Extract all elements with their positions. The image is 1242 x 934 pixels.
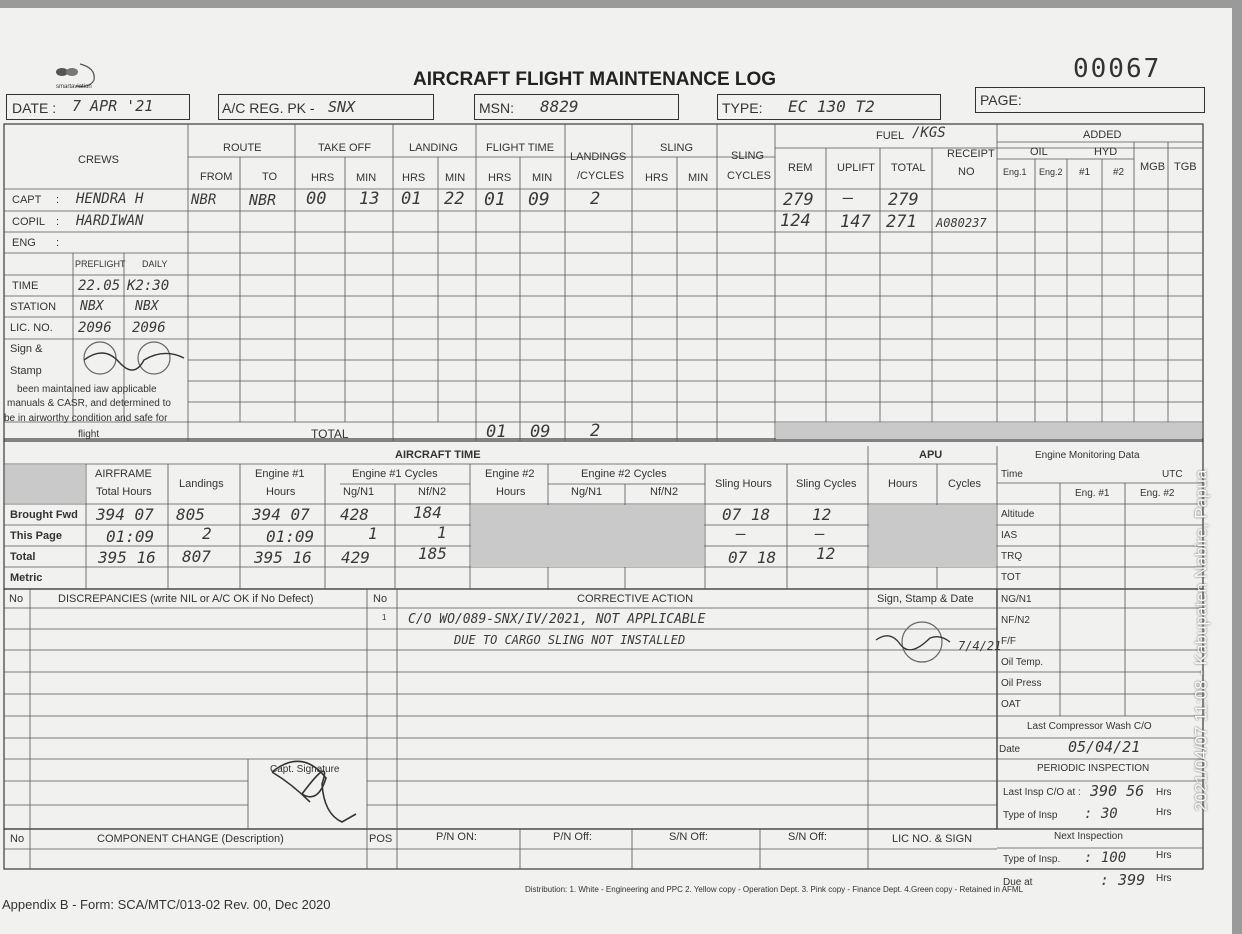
landing-hrs-header: HRS <box>402 172 426 184</box>
cert-line-3: be in airworthy condition and safe for <box>4 413 168 424</box>
bf-eng1: 394 07 <box>252 505 310 524</box>
capt-signature <box>262 744 362 832</box>
sign-date: 7/4/21 <box>958 639 1002 653</box>
last-insp-label: Last Insp C/O at : <box>1003 787 1081 798</box>
corr-item-no: 1 <box>382 613 387 622</box>
eng1-cycles-header: Engine #1 Cycles <box>352 468 438 480</box>
apu-title: APU <box>919 449 943 461</box>
cert-line-2: manuals & CASR, and determined to <box>7 398 171 409</box>
row-total: Total <box>10 551 36 563</box>
sling-hours-header: Sling Hours <box>715 478 772 490</box>
tp-sling-cycles: — <box>815 524 825 543</box>
sign-label-2: Stamp <box>10 365 42 377</box>
fuel-receipt-2: A080237 <box>936 216 987 230</box>
tp-nf: 1 <box>437 523 447 542</box>
type-insp-value: : 30 <box>1084 806 1118 822</box>
maintenance-log-sheet <box>0 8 1232 934</box>
mgb-header: MGB <box>1140 161 1166 173</box>
comp-no-header: No <box>10 833 25 845</box>
bf-sling-hours: 07 18 <box>722 505 771 524</box>
fuel-total-2: 271 <box>886 212 917 232</box>
row-brought-fwd: Brought Fwd <box>10 509 78 521</box>
bf-sling-cycles: 12 <box>812 505 832 524</box>
sn-off-header-2: S/N Off: <box>788 831 827 843</box>
fuel-unit: /KGS <box>912 125 946 141</box>
pn-on-header: P/N ON: <box>436 831 477 843</box>
comp-pos-header: POS <box>369 833 393 845</box>
type-insp-hrs: Hrs <box>1156 807 1172 818</box>
rem-header: REM <box>788 162 813 174</box>
added-header: ADDED <box>1083 129 1122 141</box>
airframe-header-1: AIRFRAME <box>95 468 152 480</box>
crews-header: CREWS <box>78 154 119 166</box>
takeoff-header: TAKE OFF <box>318 142 371 154</box>
sn-off-header-1: S/N Off: <box>669 831 708 843</box>
disc-no-header: No <box>9 593 24 605</box>
emd-eng2-label: Eng. #2 <box>1140 488 1175 499</box>
landing-min-header: MIN <box>445 172 466 184</box>
sign-label-1: Sign & <box>10 343 43 355</box>
capt-label: CAPT <box>12 194 42 206</box>
reg-label: A/C REG. PK - <box>222 100 315 116</box>
comp-header: COMPONENT CHANGE (Description) <box>97 833 284 845</box>
apu-hours-header: Hours <box>888 478 918 490</box>
capt-name: HENDRA H <box>76 191 144 207</box>
eng-label: ENG <box>12 237 36 249</box>
copil-name: HARDIWAN <box>76 213 144 229</box>
next-type-hrs: Hrs <box>1156 850 1172 861</box>
receipt-header-1: RECEIPT <box>947 148 995 160</box>
landings-at-header: Landings <box>179 478 224 490</box>
tgb-header: TGB <box>1174 161 1197 173</box>
bf-ng: 428 <box>340 505 369 524</box>
sling-header: SLING <box>660 142 694 154</box>
hyd-1-header: #1 <box>1079 167 1091 178</box>
to-header: TO <box>262 171 278 183</box>
type-value: EC 130 T2 <box>788 97 875 116</box>
emd-ng: NG/N1 <box>1001 594 1032 605</box>
sling-min-header: MIN <box>688 172 709 184</box>
tot-sling-cycles: 12 <box>816 544 836 563</box>
emd-oil-temp: Oil Temp. <box>1001 657 1044 668</box>
total-min: 09 <box>530 422 551 442</box>
row-metric: Metric <box>10 572 43 584</box>
aircraft-time-title: AIRCRAFT TIME <box>395 449 481 461</box>
wash-title: Last Compressor Wash C/O <box>1027 721 1152 732</box>
next-type-label: Type of Insp. <box>1003 854 1061 865</box>
tp-eng1: 01:09 <box>266 527 315 546</box>
tp-airframe: 01:09 <box>106 527 155 546</box>
corrective-header: CORRECTIVE ACTION <box>577 593 694 605</box>
form-number: 00067 <box>1073 54 1162 84</box>
total-hrs: 01 <box>486 422 507 442</box>
station-label: STATION <box>10 301 57 313</box>
last-insp-hrs: Hrs <box>1156 787 1172 798</box>
oil-eng1-header: Eng.1 <box>1003 167 1027 177</box>
eng1-hours-header-2: Hours <box>266 486 296 498</box>
hyd-2-header: #2 <box>1113 167 1125 178</box>
sign-stamp-header: Sign, Stamp & Date <box>877 593 974 605</box>
photo-timestamp-watermark: 2021/04/07 11:08 - Kabupaten Nabire, Papua <box>1191 469 1211 812</box>
landing-header: LANDING <box>409 142 458 154</box>
flight-time-header: FLIGHT TIME <box>486 142 555 154</box>
date-value: 7 APR '21 <box>72 97 154 115</box>
takeoff-min: 13 <box>359 189 380 209</box>
bf-airframe: 394 07 <box>96 505 154 524</box>
capt-colon: : <box>56 194 60 206</box>
emd-time-label: Time <box>1001 469 1023 480</box>
corrective-line-2: DUE TO CARGO SLING NOT INSTALLED <box>454 633 686 647</box>
ft-min-header: MIN <box>532 172 553 184</box>
daily-station: NBX <box>135 299 159 314</box>
emd-oat: OAT <box>1001 699 1021 710</box>
flight-time-min: 09 <box>528 189 550 210</box>
from-header: FROM <box>200 171 233 183</box>
daily-time: K2:30 <box>127 278 170 294</box>
fuel-uplift-1: — <box>843 188 854 208</box>
total-landings: 2 <box>590 421 601 441</box>
sling-cycles-at-header: Sling Cycles <box>796 478 857 490</box>
pn-off-header: P/N Off: <box>553 831 592 843</box>
landings-header-1: LANDINGS <box>570 151 627 163</box>
takeoff-hrs: 00 <box>306 189 327 209</box>
page-label: PAGE: <box>980 92 1022 108</box>
date-label: DATE : <box>12 100 57 116</box>
msn-value: 8829 <box>540 97 579 116</box>
oil-eng2-header: Eng.2 <box>1039 167 1063 177</box>
emd-oil-press: Oil Press <box>1001 678 1042 689</box>
emd-ff: F/F <box>1001 636 1016 647</box>
fuel-total-header: TOTAL <box>891 162 926 174</box>
copil-colon: : <box>56 216 60 228</box>
preflight-time: 22.05 <box>78 278 121 294</box>
eng2-cycles-header: Engine #2 Cycles <box>581 468 667 480</box>
next-insp-title: Next Inspection <box>1054 831 1123 842</box>
distribution-note: Distribution: 1. White - Engineering and PPC 2. Yellow copy - Operation Dept. 3. Pink copy - Finance Dept. 4.Green copy - Retained in AFML <box>525 885 1024 894</box>
next-type-value: : 100 <box>1084 850 1127 866</box>
corr-no-header: No <box>373 593 388 605</box>
total-label: TOTAL <box>311 427 349 441</box>
eng2-hours-header-2: Hours <box>496 486 526 498</box>
msn-label: MSN: <box>479 100 514 116</box>
last-insp-value: 390 56 <box>1090 782 1145 800</box>
emd-nf: NF/N2 <box>1001 615 1030 626</box>
tp-sling-hours: — <box>736 524 746 543</box>
capt-signature-label: Capt. Signature <box>270 764 340 775</box>
tot-sling-hours: 07 18 <box>728 548 777 567</box>
daily-lic: 2096 <box>132 320 166 336</box>
daily-header: DAILY <box>142 259 168 269</box>
eng2-nf-header: Nf/N2 <box>650 486 679 498</box>
emd-trq: TRQ <box>1001 551 1023 562</box>
sling-hrs-header: HRS <box>645 172 669 184</box>
fuel-rem-2: 124 <box>780 211 811 231</box>
route-header: ROUTE <box>223 142 262 154</box>
fuel-total-1: 279 <box>888 190 919 210</box>
landing-min: 22 <box>444 189 465 209</box>
landings-header-2: /CYCLES <box>577 170 625 182</box>
emd-tot: TOT <box>1001 572 1021 583</box>
uplift-header: UPLIFT <box>837 162 875 174</box>
due-at-value: : 399 <box>1100 871 1146 889</box>
eng1-ng-header: Ng/N1 <box>343 486 375 498</box>
cert-line-4: flight <box>78 429 100 440</box>
corrective-line-1: C/O WO/089-SNX/IV/2021, NOT APPLICABLE <box>408 612 706 627</box>
route-from: NBR <box>191 192 217 208</box>
due-at-hrs: Hrs <box>1156 873 1172 884</box>
route-to: NBR <box>249 191 277 209</box>
emd-ias: IAS <box>1001 530 1018 541</box>
lic-label: LIC. NO. <box>10 322 53 334</box>
fuel-uplift-2: 147 <box>840 212 871 232</box>
bf-nf: 184 <box>413 503 442 522</box>
tp-ng: 1 <box>368 524 378 543</box>
tot-landings: 807 <box>182 547 211 566</box>
takeoff-min-header: MIN <box>356 172 377 184</box>
fuel-rem-1: 279 <box>783 190 814 210</box>
tot-eng1: 395 16 <box>254 548 312 567</box>
cert-line-1: been maintained iaw applicable <box>17 384 157 395</box>
tp-landings: 2 <box>202 524 212 543</box>
logo-text: smartaviation <box>56 84 92 90</box>
copil-label: COPIL <box>12 216 46 228</box>
oil-header: OIL <box>1030 146 1048 158</box>
periodic-title: PERIODIC INSPECTION <box>1037 763 1150 774</box>
eng2-ng-header: Ng/N1 <box>571 486 603 498</box>
ft-hrs-header: HRS <box>488 172 512 184</box>
preflight-station: NBX <box>80 299 104 314</box>
emd-eng1-label: Eng. #1 <box>1075 488 1110 499</box>
appendix-footer: Appendix B - Form: SCA/MTC/013-02 Rev. 00, Dec 2020 <box>2 897 331 912</box>
hyd-header: HYD <box>1094 146 1118 158</box>
preflight-lic: 2096 <box>78 320 112 336</box>
emd-altitude: Altitude <box>1001 509 1035 520</box>
eng1-nf-header: Nf/N2 <box>418 486 447 498</box>
preflight-header: PREFLIGHT <box>75 259 126 269</box>
crew-stamp-signature <box>74 340 200 380</box>
eng-colon: : <box>56 237 60 249</box>
engineer-stamp <box>870 620 960 666</box>
emd-utc-label: UTC <box>1162 469 1183 480</box>
eng1-hours-header-1: Engine #1 <box>255 468 305 480</box>
tot-airframe: 395 16 <box>98 548 156 567</box>
sling-cycles-header-1: SLING <box>731 150 765 162</box>
eng2-hours-header-1: Engine #2 <box>485 468 535 480</box>
page-title: AIRCRAFT FLIGHT MAINTENANCE LOG <box>413 69 777 90</box>
time-label: TIME <box>12 280 39 292</box>
emd-title: Engine Monitoring Data <box>1035 450 1140 461</box>
wash-date-value: 05/04/21 <box>1068 738 1141 756</box>
landing-hrs: 01 <box>401 189 422 209</box>
takeoff-hrs-header: HRS <box>311 172 335 184</box>
apu-cycles-header: Cycles <box>948 478 982 490</box>
type-label: TYPE: <box>722 100 763 116</box>
tot-ng: 429 <box>341 548 370 567</box>
disc-header: DISCREPANCIES (write NIL or A/C OK if No Defect) <box>58 593 314 605</box>
sling-cycles-header-2: CYCLES <box>727 170 772 182</box>
bf-landings: 805 <box>176 505 205 524</box>
wash-date-label: Date <box>999 744 1021 755</box>
type-insp-label: Type of Insp <box>1003 810 1058 821</box>
landings-count: 2 <box>590 189 601 209</box>
tot-nf: 185 <box>418 544 447 563</box>
fuel-header: FUEL <box>876 130 905 142</box>
airframe-header-2: Total Hours <box>96 486 152 498</box>
due-at-label: Due at <box>1003 877 1033 888</box>
receipt-header-2: NO <box>958 166 975 178</box>
lic-sign-header: LIC NO. & SIGN <box>892 833 973 845</box>
flight-time-hrs: 01 <box>484 189 506 210</box>
row-this-page: This Page <box>10 530 62 542</box>
reg-value: SNX <box>328 98 356 116</box>
